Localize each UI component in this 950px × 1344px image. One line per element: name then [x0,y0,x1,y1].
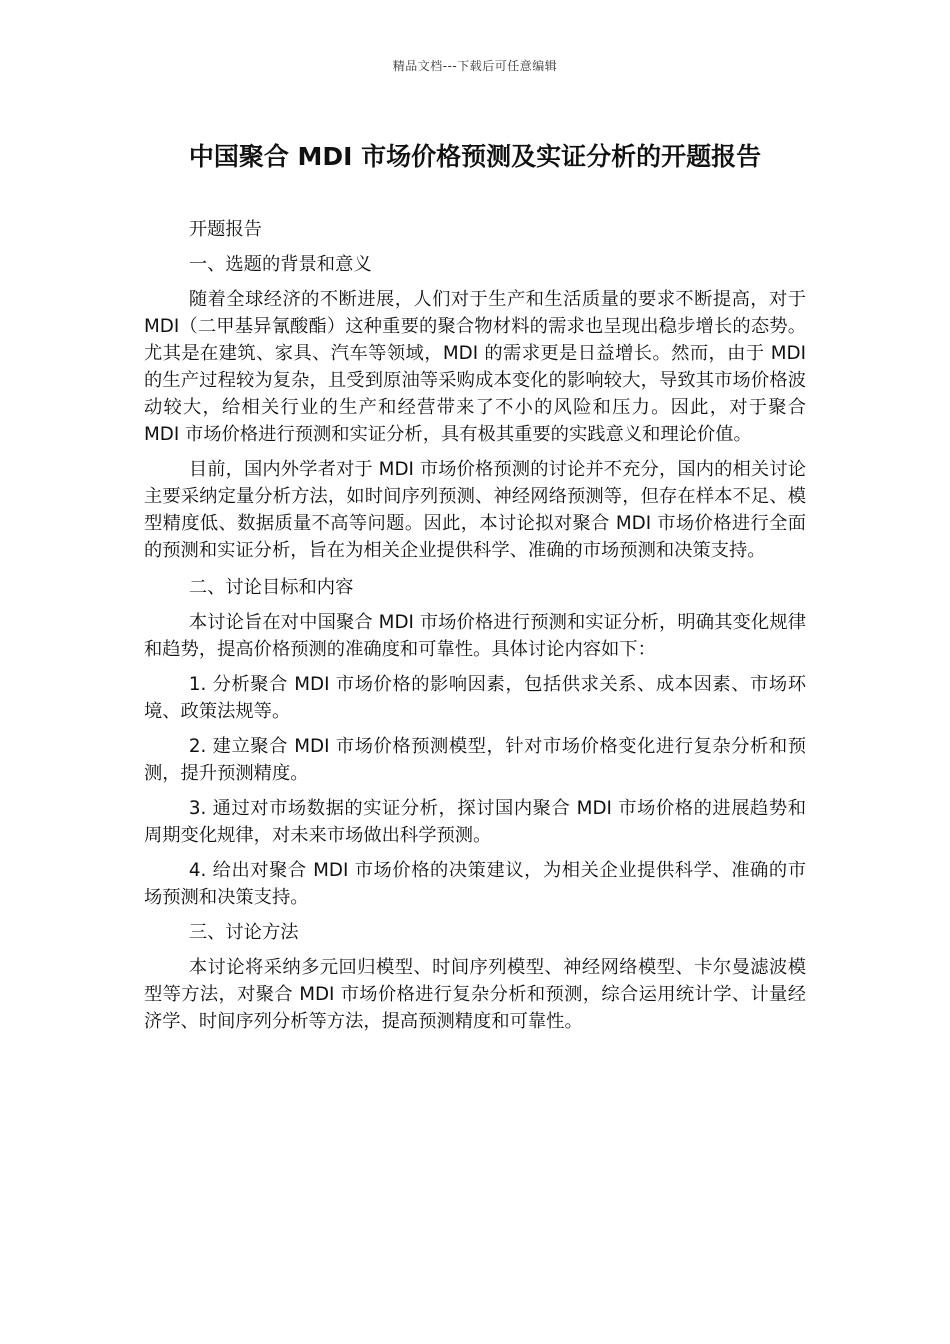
body-paragraph: 随着全球经济的不断进展，人们对于生产和生活质量的要求不断提高，对于 MDI（二甲基异氰酸酯）这种重要的聚合物材料的需求也呈现出稳步增长的态势。尤其是在建筑、家具、汽车等领域，MDI 的需求更是日益增长。然而，由于 MDI 的生产过程较为复杂，且受到原油等采购成本变化的影响较大，导致其市场价格波动较大，给相关行业的生产和经营带来了不小的风险和压力。因此，对于聚合 MDI 市场价格进行预测和实证分析，具有极其重要的实践意义和理论价值。 [144,289,806,445]
list-item: 1. 分析聚合 MDI 市场价格的影响因素，包括供求关系、成本因素、市场环境、政策法规等。 [144,674,806,722]
list-item: 3. 通过对市场数据的实证分析，探讨国内聚合 MDI 市场价格的进展趋势和周期变化规律，对未来市场做出科学预测。 [144,798,806,846]
body-paragraph: 本讨论旨在对中国聚合 MDI 市场价格进行预测和实证分析，明确其变化规律和趋势，提高价格预测的准确度和可靠性。具体讨论内容如下： [144,612,806,660]
section-heading-background: 一、选题的背景和意义 [188,254,372,275]
document-title: 中国聚合 MDI 市场价格预测及实证分析的开题报告 [188,142,762,171]
document-body [144,216,806,1043]
body-paragraph: 本讨论将采纳多元回归模型、时间序列模型、神经网络模型、卡尔曼滤波模型等方法，对聚合 MDI 市场价格进行复杂分析和预测，综合运用统计学、计量经济学、时间序列分析等方法，提高预测精度和可靠性。 [144,957,806,1032]
header-watermark: 精品文档---下载后可任意编辑 [392,59,558,73]
list-item: 4. 给出对聚合 MDI 市场价格的决策建议，为相关企业提供科学、准确的市场预测和决策支持。 [144,860,806,908]
body-paragraph: 目前，国内外学者对于 MDI 市场价格预测的讨论并不充分，国内的相关讨论主要采纳定量分析方法，如时间序列预测、神经网络预测等，但存在样本不足、模型精度低、数据质量不高等问题。因此，本讨论拟对聚合 MDI 市场价格进行全面的预测和实证分析，旨在为相关企业提供科学、准确的市场预测和决策支持。 [144,459,806,561]
section-heading-objectives: 二、讨论目标和内容 [188,577,354,598]
section-label-report: 开题报告 [188,219,262,240]
list-item: 2. 建立聚合 MDI 市场价格预测模型，针对市场价格变化进行复杂分析和预测，提升预测精度。 [144,736,806,784]
section-heading-methods: 三、讨论方法 [188,922,299,943]
